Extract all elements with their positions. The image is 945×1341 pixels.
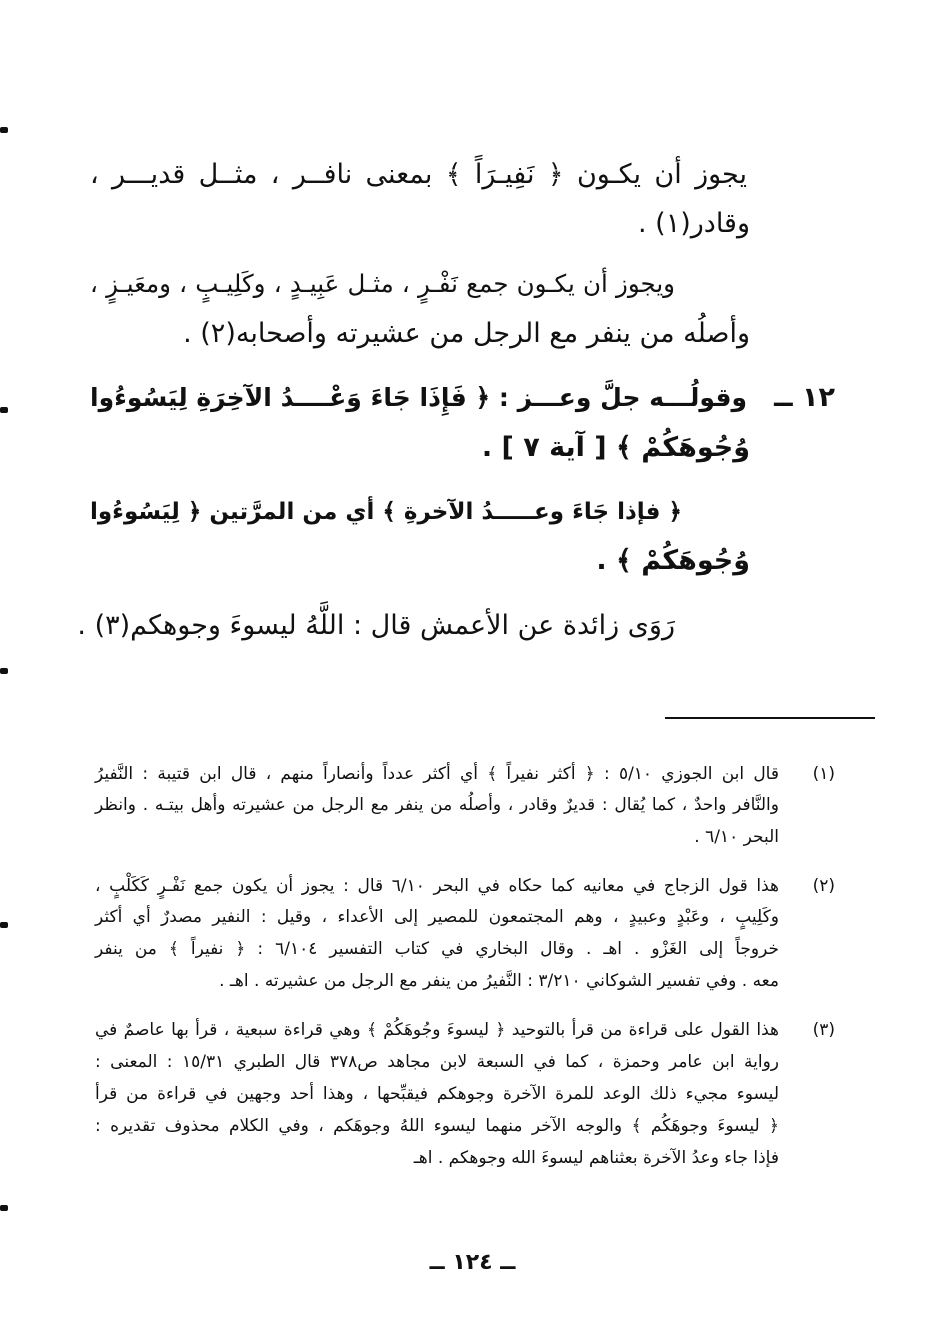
paragraph-2-line-2: وأصلُه من ينفر مع الرجل من عشيرته وأصحابه(٢) .	[183, 318, 750, 349]
footnote-2-number: (٢)	[812, 876, 835, 896]
footnote-1-line-2: والنَّافر واحدٌ ، كما يُقال : قديرٌ وقادر ، وأصلُه من ينفر مع الرجل من عشيرته وأهل بيتـه . وانظر	[95, 795, 779, 815]
scan-edge-mark	[0, 127, 8, 133]
verse-line-2: وُجُوهَكُمْ ﴾ [ آية ٧ ] .	[481, 432, 750, 463]
scan-edge-mark	[0, 407, 8, 413]
footnote-2-line-3: خروجاً إلى الغَزْو . اهـ . وقال البخاري في كتاب التفسير ٦/١٠٤ : ﴿ نفيراً ﴾ من ينفر	[95, 939, 779, 959]
footnote-1-line-3: البحر ٦/١٠ .	[694, 827, 779, 847]
footnote-1-line-1: قال ابن الجوزي ٥/١٠ : ﴿ أكثر نفيراً ﴾ أي أكثر عدداً وأنصاراً منهم ، قال ابن قتيبة : النَّفيرُ	[95, 764, 779, 784]
paragraph-1-line-1: يجوز أن يكـون ﴿ نَفِيـرَاً ﴾ بمعنى نافــر ، مثــل قديـــر ،	[90, 159, 747, 190]
scan-edge-mark	[0, 922, 8, 928]
paragraph-3-line-1: ﴿ فإذا جَاءَ وعـــــدُ الآخرةِ ﴾ أي من المرَّتين ﴿ لِيَسُوءُوا	[90, 499, 682, 525]
verse-number: ١٢ ــ	[774, 382, 835, 413]
footnote-2-line-4: معه . وفي تفسير الشوكاني ٣/٢١٠ : النَّفيرُ من ينفر مع الرجل من عشيرته . اهـ .	[219, 971, 779, 991]
footnote-2-line-1: هذا قول الزجاج في معانيه كما حكاه في البحر ٦/١٠ قال : يجوز أن يكون جمع نَفْـرٍ كَكَلْبٍ ،	[95, 876, 779, 896]
footnote-2-line-2: وكَلِيبٍ ، وعَبْدٍ وعبيدٍ ، وهم المجتمعون للمصير إلى الأعداء ، وقيل : النفير مصدرٌ أي أكثر	[95, 907, 779, 927]
paragraph-3-line-2: وُجُوهَكُمْ ﴾ .	[596, 545, 750, 576]
paragraph-2-line-1: ويجوز أن يكـون جمع نَفْـرٍ ، مثـل عَبِيـدٍ ، وكَلِيـبٍ ، ومعَيـزٍ ،	[90, 269, 675, 298]
scan-edge-mark	[0, 668, 8, 674]
scan-edge-mark	[0, 1205, 8, 1211]
page-number: ــ ١٢٤ ــ	[429, 1250, 516, 1275]
paragraph-1-line-2: وقادر(١) .	[638, 208, 750, 239]
footnote-separator	[665, 717, 875, 719]
footnote-3-line-3: ليسوء مجيء ذلك الوعد للمرة الآخرة وجوهكم فيقبِّحها ، وهذا أحد وجهين في قراءة من قرأ	[95, 1084, 779, 1104]
footnote-3-line-2: رواية ابن عامر وحمزة ، كما في السبعة لابن مجاهد ص٣٧٨ قال الطبري ١٥/٣١ : المعنى :	[95, 1052, 779, 1072]
paragraph-4-line-1: رَوَى زائدة عن الأعمش قال : اللَّهُ ليسوءَ وجوهكم(٣) .	[77, 610, 675, 641]
footnote-3-line-5: فإذا جاء وعدُ الآخرة بعثناهم ليسوءَ الله وجوهكم . اهـ	[413, 1148, 779, 1168]
footnote-3-number: (٣)	[812, 1020, 835, 1040]
verse-line-1: وقولُـــه جلَّ وعـــز : ﴿ فَإِذَا جَاءَ وَعْــــدُ الآخِرَةِ لِيَسُوءُوا	[90, 383, 747, 412]
footnote-1-number: (١)	[812, 764, 835, 784]
footnote-3-line-4: ﴿ ليسوءَ وجوهَكُم ﴾ والوجه الآخر منهما ليسوء اللهُ وجوهَكم ، وفي الكلام محذوف تقديره :	[95, 1116, 779, 1136]
footnote-3-line-1: هذا القول على قراءة من قرأ بالتوحيد ﴿ ليسوءَ وجُوهَكُمْ ﴾ وهي قراءة سبعية ، قرأ بها عاصمٌ في	[95, 1020, 779, 1040]
